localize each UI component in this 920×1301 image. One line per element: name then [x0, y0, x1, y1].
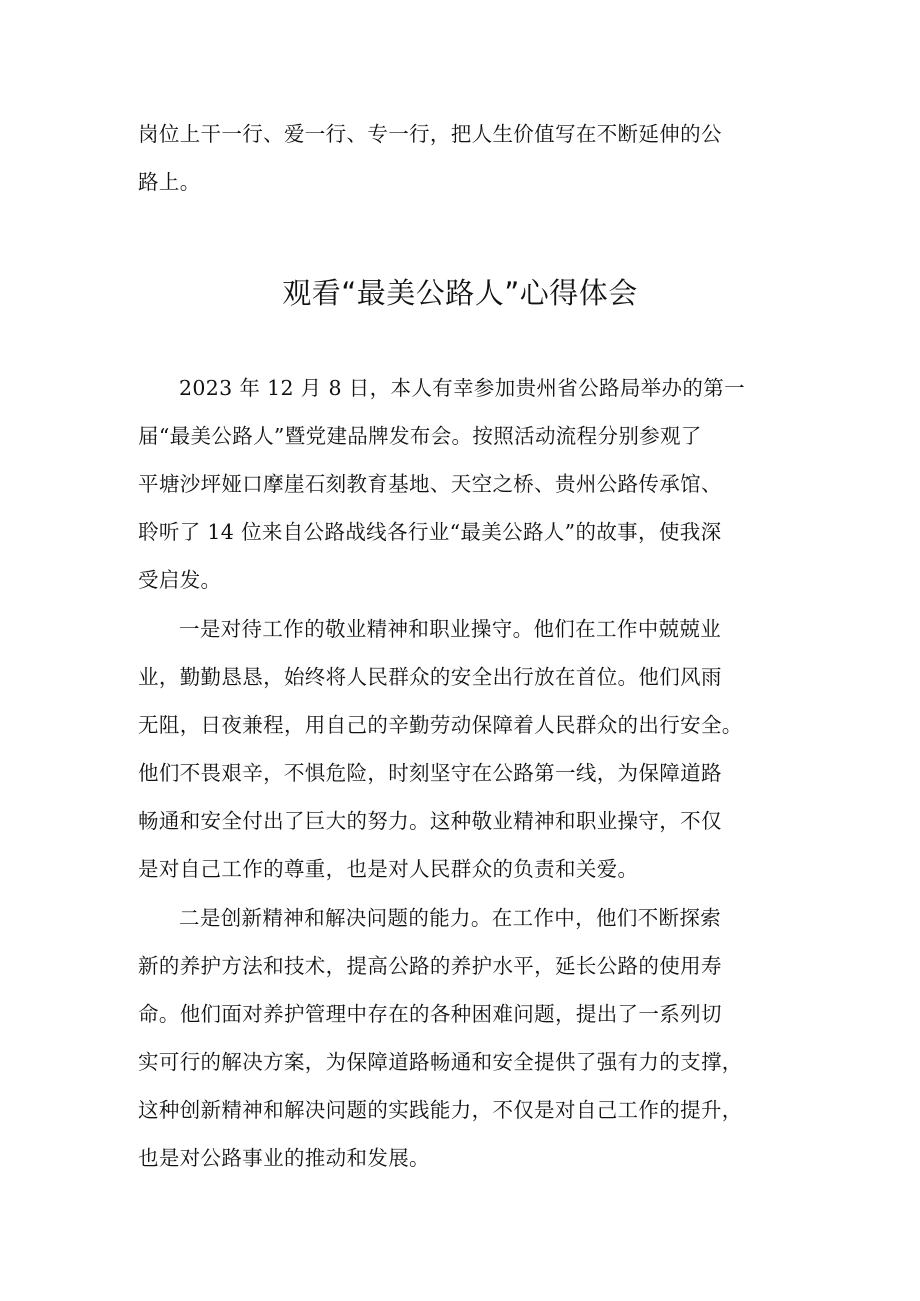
page-title: 观看“最美公路人”心得体会	[282, 276, 638, 310]
paragraph-line: 畅通和安全付出了巨大的努力。这种敬业精神和职业操守，不仅	[138, 809, 722, 833]
paragraph-line: 也是对公路事业的推动和发展。	[138, 1146, 430, 1170]
paragraph-line: 实可行的解决方案，为保障道路畅通和安全提供了强有力的支撑，	[138, 1050, 743, 1074]
paragraph-line: 二是创新精神和解决问题的能力。在工作中，他们不断探索	[179, 906, 722, 930]
paragraph-line: 2023 年 12 月 8 日，本人有幸参加贵州省公路局举办的第一	[179, 376, 745, 400]
paragraph-line: 是对自己工作的尊重，也是对人民群众的负责和关爱。	[138, 857, 639, 881]
paragraph-line: 聆听了 14 位来自公路战线各行业“最美公路人”的故事，使我深	[138, 520, 722, 544]
paragraph-line: 平塘沙坪娅口摩崖石刻教育基地、天空之桥、贵州公路传承馆、	[138, 472, 722, 496]
paragraph-line: 业，勤勤恳恳，始终将人民群众的安全出行放在首位。他们风雨	[138, 665, 722, 689]
paragraph-line: 他们不畏艰辛，不惧危险，时刻坚守在公路第一线，为保障道路	[138, 761, 722, 785]
paragraph-line: 无阻，日夜兼程，用自己的辛勤劳动保障着人民群众的出行安全。	[138, 713, 743, 737]
paragraph-line: 新的养护方法和技术，提高公路的养护水平，延长公路的使用寿	[138, 954, 722, 978]
continuation-line: 路上。	[138, 170, 201, 194]
paragraph-line: 一是对待工作的敬业精神和职业操守。他们在工作中兢兢业	[179, 617, 722, 641]
paragraph-line: 这种创新精神和解决问题的实践能力，不仅是对自己工作的提升，	[138, 1098, 743, 1122]
continuation-line: 岗位上干一行、爱一行、专一行，把人生价值写在不断延伸的公	[138, 122, 722, 146]
paragraph-line: 届“最美公路人”暨党建品牌发布会。按照活动流程分别参观了	[138, 424, 702, 448]
paragraph-line: 受启发。	[138, 568, 222, 592]
paragraph-line: 命。他们面对养护管理中存在的各种困难问题，提出了一系列切	[138, 1002, 722, 1026]
